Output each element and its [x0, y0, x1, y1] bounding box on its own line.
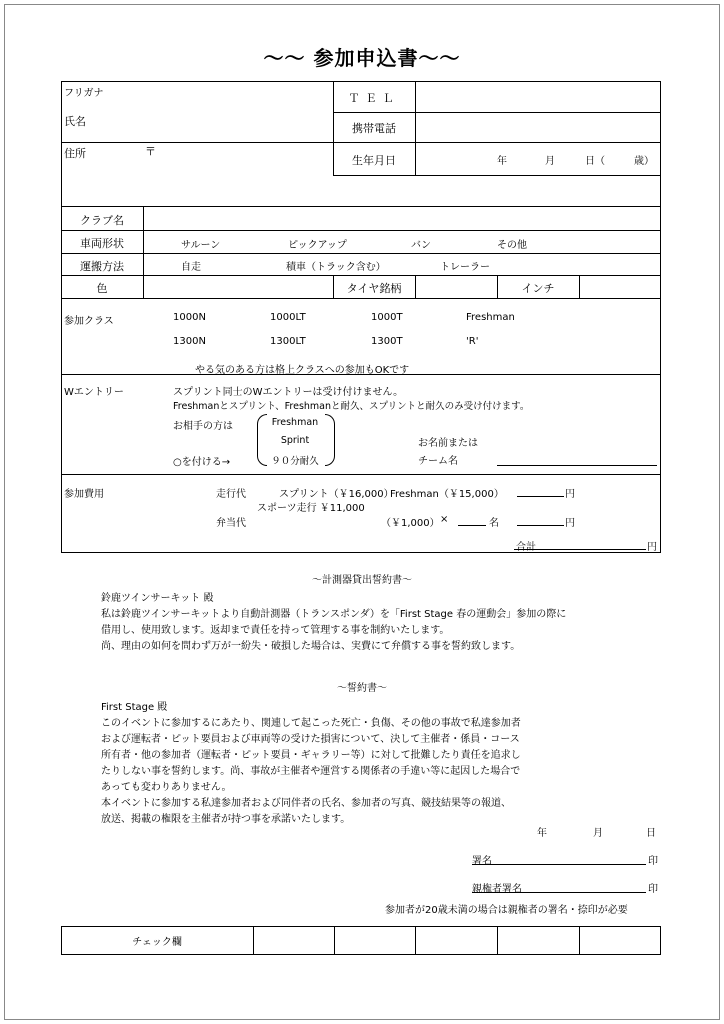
class-freshman[interactable]: Freshman: [466, 312, 515, 323]
birth-month: 月: [545, 156, 555, 167]
partner-option-endurance[interactable]: ９０分耐久: [271, 456, 319, 467]
class-label: 参加クラス: [64, 316, 114, 327]
birth-year: 年: [497, 156, 507, 167]
w-entry-label: Wエントリー: [64, 387, 124, 398]
name-field[interactable]: [62, 82, 332, 141]
class-1000t[interactable]: 1000T: [371, 312, 403, 323]
transponder-pledge-title: ～計測器貸出誓約書～: [312, 575, 412, 586]
shape-option-van[interactable]: バン: [411, 240, 431, 251]
class-1000n[interactable]: 1000N: [173, 312, 206, 323]
guardian-signature-seal: 印: [648, 884, 658, 895]
address-label: 住所: [64, 147, 86, 160]
age-label: 歳）: [634, 156, 654, 167]
class-1300lt[interactable]: 1300LT: [270, 336, 306, 347]
fee-label: 参加費用: [64, 489, 104, 500]
partner-name-field[interactable]: [497, 465, 657, 466]
shape-option-saloon[interactable]: サルーン: [181, 240, 221, 251]
color-label: 色: [96, 282, 108, 295]
sign-year: 年: [537, 828, 547, 839]
tire-brand-label: タイヤ銘柄: [346, 282, 402, 295]
fee-total-label: 合計: [516, 542, 536, 553]
fee-lunch-count[interactable]: [458, 525, 486, 526]
club-name-field[interactable]: [144, 207, 660, 229]
fee-freshman-option[interactable]: Freshman（￥15,000）: [390, 489, 504, 500]
sign-month: 月: [593, 828, 603, 839]
w-entry-rule-1: スプリント同士のWエントリーは受け付けません。: [173, 387, 404, 398]
partner-name-label-2: チーム名: [418, 456, 458, 467]
fee-sports-option[interactable]: スポーツ走行 ￥11,000: [257, 503, 365, 514]
mobile-label: 携帯電話: [352, 122, 396, 135]
transport-option-truck[interactable]: 積車（トラック含む）: [286, 262, 386, 273]
fee-count-unit: 名: [489, 518, 499, 529]
page-title: ～～ 参加申込書～～: [263, 46, 461, 70]
inch-field[interactable]: [580, 276, 660, 297]
transport-label: 運搬方法: [80, 260, 124, 273]
address-field[interactable]: [62, 160, 332, 205]
liability-pledge-line: 所有者・他の参加者（運転者・ピット要員・ギャラリー等）に対して批難したり責任を追求し: [101, 750, 521, 761]
fee-times-sign: ×: [440, 514, 449, 525]
fee-lunch-amount[interactable]: [517, 525, 564, 526]
liability-pledge-line: 放送、掲載の権限を主催者が持つ事を承諾いたします。: [101, 814, 351, 825]
fee-run-label: 走行代: [216, 489, 246, 500]
partner-name-label-1: お名前または: [418, 438, 478, 449]
minor-note: 参加者が20歳未満の場合は親権者の署名・捺印が必要: [385, 905, 628, 916]
birthdate-label: 生年月日: [352, 154, 396, 167]
name-label: 氏名: [64, 115, 86, 128]
fee-run-amount[interactable]: [517, 496, 564, 497]
signature-seal: 印: [648, 856, 658, 867]
w-entry-rule-2: Freshmanとスプリント、Freshmanと耐久、スプリントと耐久のみ受け付けます。: [173, 401, 530, 412]
fee-total-amount[interactable]: [514, 549, 646, 550]
furigana-label: フリガナ: [64, 88, 104, 99]
signature-label: 署名: [472, 856, 492, 867]
check-cell[interactable]: [580, 927, 660, 954]
check-cell[interactable]: [498, 927, 578, 954]
signature-field[interactable]: [472, 864, 646, 865]
guardian-signature-label: 親権者署名: [472, 884, 522, 895]
class-1300t[interactable]: 1300T: [371, 336, 403, 347]
color-field[interactable]: [144, 276, 332, 297]
postal-mark: 〒: [145, 145, 156, 158]
partner-label: お相手の方は: [173, 421, 233, 432]
fee-sprint-option[interactable]: スプリント（￥16,000）: [279, 489, 394, 500]
fee-lunch-label: 弁当代: [216, 518, 246, 529]
mobile-field[interactable]: [416, 113, 660, 141]
transponder-pledge-line: 尚、理由の如何を問わず万が一紛失・破損した場合は、実費にて弁償する事を誓約致します。: [101, 641, 521, 652]
partner-option-sprint[interactable]: Sprint: [280, 435, 310, 446]
transponder-pledge-addressee: 鈴鹿ツインサーキット 殿: [101, 593, 214, 604]
check-cell[interactable]: [335, 927, 414, 954]
transport-option-self[interactable]: 自走: [181, 262, 201, 273]
fee-run-yen: 円: [565, 489, 575, 500]
fee-lunch-yen: 円: [565, 518, 575, 529]
tel-label: ＴＥＬ: [348, 92, 400, 105]
liability-pledge-line: 本イベントに参加する私達参加者および同伴者の氏名、参加者の写真、競技結果等の報道、: [101, 798, 511, 809]
inch-label: インチ: [521, 282, 555, 295]
fee-total-yen: 円: [647, 542, 657, 553]
check-cell[interactable]: [416, 927, 496, 954]
transponder-pledge-line: 私は鈴鹿ツインサーキットより自動計測器（トランスポンダ）を「First Stage 春の運動会」参加の際に: [101, 609, 567, 620]
transport-option-trailer[interactable]: トレーラー: [440, 262, 490, 273]
tel-field[interactable]: [416, 82, 660, 111]
club-name-label: クラブ名: [80, 214, 124, 227]
fee-lunch-price: （￥1,000）: [381, 518, 440, 529]
class-1000lt[interactable]: 1000LT: [270, 312, 306, 323]
liability-pledge-addressee: First Stage 殿: [101, 702, 168, 713]
partner-option-freshman[interactable]: Freshman: [271, 417, 319, 428]
liability-pledge-line: あっても変わりありません。: [101, 782, 232, 793]
liability-pledge-line: このイベントに参加するにあたり、関連して起こった死亡・負傷、その他の事故で私達参加者: [101, 718, 521, 729]
liability-pledge-line: および運転者・ピット要員および車両等の受けた損害について、決して主催者・係員・コース: [101, 734, 520, 745]
birth-day: 日（: [585, 156, 605, 167]
liability-pledge-title: ～誓約書～: [337, 683, 387, 694]
class-1300n[interactable]: 1300N: [173, 336, 206, 347]
guardian-signature-field[interactable]: [472, 892, 646, 893]
shape-option-pickup[interactable]: ピックアップ: [288, 240, 347, 251]
partner-mark-instruction: ○を付ける→: [173, 457, 231, 468]
tire-brand-field[interactable]: [416, 276, 496, 297]
check-cell[interactable]: [254, 927, 333, 954]
class-note: やる気のある方は格上クラスへの参加もOKです: [195, 365, 410, 376]
check-label: チェック欄: [132, 937, 182, 948]
shape-option-other[interactable]: その他: [497, 240, 527, 251]
transponder-pledge-line: 借用し、使用致します。返却まで責任を持って管理する事を制約いたします。: [101, 625, 450, 636]
liability-pledge-line: たりしない事を誓約します。尚、事故が主催者や運営する関係者の手違い等に起因した場合で: [101, 766, 521, 777]
vehicle-shape-label: 車両形状: [80, 237, 124, 250]
class-r[interactable]: 'R': [466, 336, 479, 347]
sign-day: 日: [646, 828, 656, 839]
